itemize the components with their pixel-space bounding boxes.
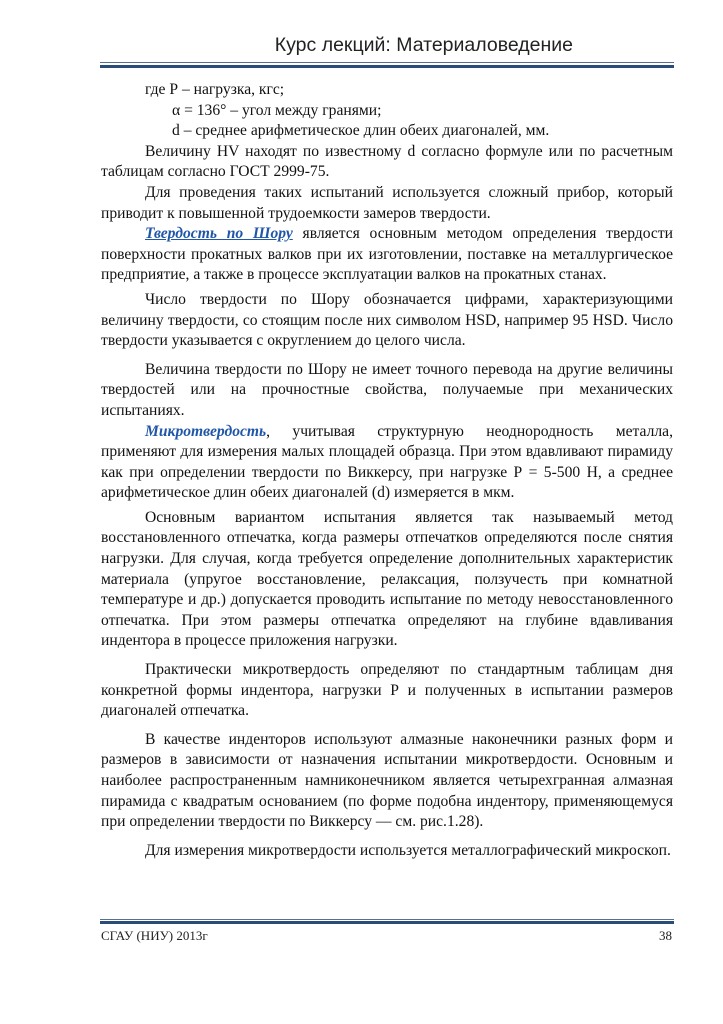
footer-institution: СГАУ (НИУ) 2013г — [101, 928, 208, 943]
paragraph-shore-text: является основным методом определения твердости поверхности прокатных валков при их изготовлении, поставке на металлургическое предприятие, а также в процессе эксплуатации валков на прокатных станах. — [101, 225, 673, 284]
paragraph-hv: Величину HV находят по известному d согласно формуле или по расчетным таблицам согласно ГОСТ 2999-75. — [101, 142, 673, 181]
paragraph-indenters: В качестве инденторов используют алмазные наконечники разных форм и размеров в зависимости от назначения испытании микротвердости. Основным и наиболее распространенным намниконечником является четырехгранная алмазная пирамида с квадратым основанием (по форме подобна индентору, применяющемуся при определении твердости по Виккерсу — см. рис.1.28). — [101, 730, 673, 831]
footer-rule-thick — [100, 921, 674, 924]
footer-rule-thin — [100, 919, 674, 920]
page-header-title: Курс лекций: Материаловедение — [274, 34, 573, 56]
legend-line-alpha: α = 136° – угол между гранями; — [172, 101, 382, 119]
paragraph-microhardness — [101, 422, 673, 504]
legend-line-d: d – среднее арифметическое длин обеих диагоналей, мм. — [172, 122, 550, 140]
page-body — [101, 80, 673, 861]
paragraph-standard-tables: Практически микротвердость определяют по стандартным таблицам дня конкретной формы индентора, нагрузки Р и полученных в испытании размеров диагоналей отпечатка. — [101, 661, 673, 720]
paragraph-device: Для проведения таких испытаний используется сложный прибор, который приводит к повышенной трудоемкости замеров твердости. — [101, 183, 673, 222]
paragraph-shore — [101, 224, 673, 286]
header-rule-thin — [100, 62, 674, 63]
paragraph-hsd: Число твердости по Шору обозначается цифрами, характеризующими величину твердости, со стоящим после них символом HSD, например 95 HSD. Число твердости указывается с округлением до целого числа. — [101, 290, 673, 350]
paragraph-microhardness-text: , учитывая структурную неоднородность металла, применяют для измерения малых площадей образца. При этом вдавливают пирамиду как при определении твердости по Виккерсу, при нагрузке Р = 5-500 Н, а среднее арифметическое длин обеих диагоналей (d) измеряется в мкм. — [101, 422, 673, 502]
header-rule-thick — [100, 65, 674, 68]
page-number: 38 — [659, 928, 672, 943]
legend-line-p: где Р – нагрузка, кгс; — [145, 81, 285, 98]
paragraph-shore-conversion: Величина твердости по Шору не имеет точного перевода на другие величины твердостей или на прочностные свойства, получаемые при механических испытаниях. — [101, 360, 673, 419]
paragraph-microscope: Для измерения микротвердости используется металлографический микроскоп. — [145, 841, 671, 859]
term-microhardness: Микротвердость — [145, 422, 267, 440]
paragraph-restored-imprint: Основным вариантом испытания является так называемый метод восстановленного отпечатка, когда размеры отпечатков определяются после снятия нагрузки. Для случая, когда требуется определение дополнительных характеристик материала (упругое восстановление, релаксация, ползучесть при комнатной температуре и др.) допускается проводить испытание по методу невосстановленного отпечатка. При этом размеры отпечатка определяют на глубине вдавливания индентора в процессе приложения нагрузки. — [101, 508, 673, 650]
term-shore-hardness: Твердость по Шору — [145, 225, 293, 243]
